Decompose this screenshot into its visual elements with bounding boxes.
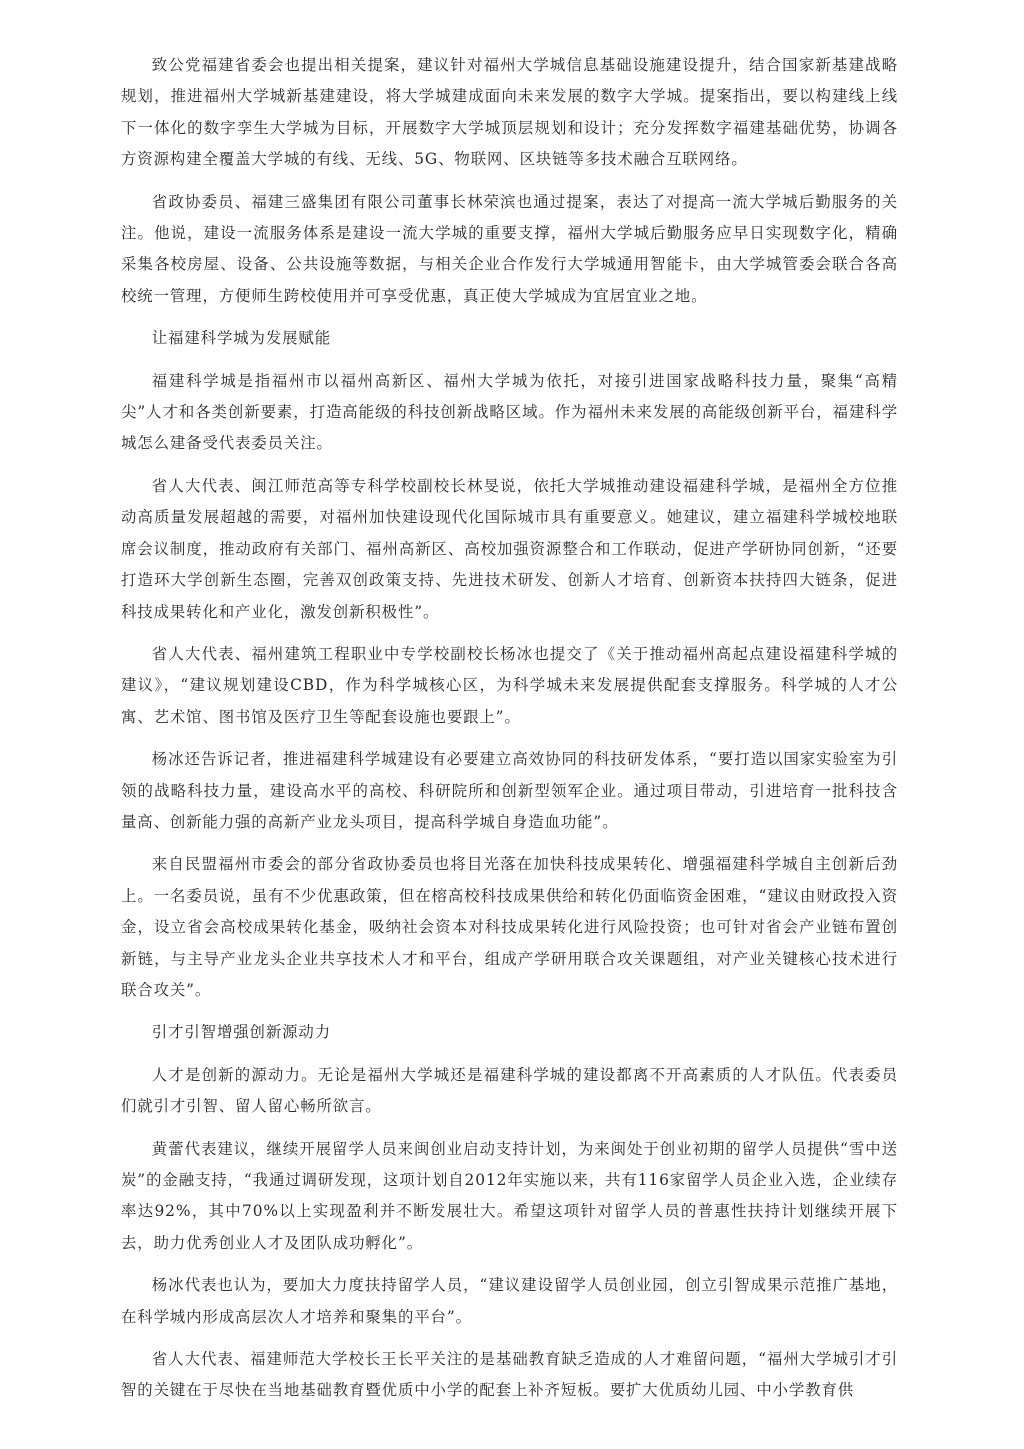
paragraph-yang-bing-rd-system: 杨冰还告诉记者，推进福建科学城建设有必要建立高效协同的科技研发体系，“要打造以国家实验室为引领的战略科技力量，建设高水平的高校、科研院所和创新型领军企业。通过项目带动，引进培育一批科技含量高、创新能力强的高新产业龙头项目，提高科学城自身造血功能”。: [121, 750, 898, 831]
paragraph-talent-intro: 人才是创新的源动力。无论是福州大学城还是福建科学城的建设都离不开高素质的人才队伍。代表委员们就引才引智、留人留心畅所欲言。: [121, 1065, 898, 1116]
paragraph-science-city-intro: 福建科学城是指福州市以福州高新区、福州大学城为依托，对接引进国家战略科技力量，聚集“高精尖”人才和各类创新要素，打造高能级的科技创新战略区域。作为福州未来发展的高能级创新平台，福建科学城怎么建备受代表委员关注。: [121, 371, 898, 453]
paragraph-yang-bing-talent: 杨冰代表也认为，要加大力度扶持留学人员，“建议建设留学人员创业园，创立引智成果示范推广基地，在科学城内形成高层次人才培养和聚集的平台”。: [121, 1276, 898, 1326]
paragraph-zhigongdang-proposal: 致公党福建省委会也提出相关提案，建议针对福州大学城信息基础设施建设提升，结合国家新基建战略规划，推进福州大学城新基建建设，将大学城建成面向未来发展的数字大学城。提案指出，要以构建线上线下一体化的数字孪生大学城为目标，开展数字大学城顶层规划和设计；充分发挥数字福建基础优势，协调各方资源构建全覆盖大学城的有线、无线、5G、物联网、区块链等多技术融合互联网络。: [121, 56, 898, 169]
section-heading-science-city: 让福建科学城为发展赋能: [151, 329, 331, 348]
article-body: [121, 50, 898, 1418]
paragraph-yang-bing-proposal: 省人大代表、福州建筑工程职业中专学校副校长杨冰也提交了《关于推动福州高起点建设福建科学城的建议》，“建议规划建设CBD，作为科学城核心区，为科学城未来发展提供配套支撑服务。科学城的人才公寓、艺术馆、图书馆及医疗卫生等配套设施也要跟上”。: [121, 644, 898, 726]
paragraph-lin-min-suggestion: 省人大代表、闽江师范高等专科学校副校长林旻说，依托大学城推动建设福建科学城，是福州全方位推动高质量发展超越的需要，对福州加快建设现代化国际城市具有重要意义。她建议，建立福建科学城校地联席会议制度，推动政府有关部门、福州高新区、高校加强资源整合和工作联动，促进产学研协同创新，“还要打造环大学创新生态圈，完善双创政策支持、先进技术研发、创新人才培育、创新资本扶持四大链条，促进科技成果转化和产业化，激发创新积极性”。: [121, 476, 898, 621]
paragraph-huang-lei-suggestion: 黄蕾代表建议，继续开展留学人员来闽创业启动支持计划，为来闽处于创业初期的留学人员提供“雪中送炭”的金融支持，“我通过调研发现，这项计划自2012年实施以来，共有116家留学人员企业入选，企业续存率达92%，其中70%以上实现盈利并不断发展壮大。希望这项针对留学人员的普惠性扶持计划继续开展下去，助力优秀创业人才及团队成功孵化”。: [121, 1139, 898, 1252]
section-heading-talent: 引才引智增强创新源动力: [151, 1023, 331, 1042]
paragraph-minmeng-members: 来自民盟福州市委会的部分省政协委员也将目光落在加快科技成果转化、增强福建科学城自主创新后劲上。一名委员说，虽有不少优惠政策，但在榕高校科技成果供给和转化仍面临资金困难，“建议由财政投入资金，设立省会高校成果转化基金，吸纳社会资本对科技成果转化进行风险投资；也可针对省会产业链布置创新链，与主导产业龙头企业共享技术人才和平台，组成产学研用联合攻关课题组，对产业关键核心技术进行联合攻关”。: [121, 855, 898, 999]
paragraph-wang-changping-education: 省人大代表、福建师范大学校长王长平关注的是基础教育缺乏造成的人才难留问题，“福州大学城引才引智的关键在于尽快在当地基础教育暨优质中小学的配套上补齐短板。要扩大优质幼儿园、中小学教育供: [121, 1350, 898, 1400]
paragraph-lin-rongbin-proposal: 省政协委员、福建三盛集团有限公司董事长林荣滨也通过提案，表达了对提高一流大学城后勤服务的关注。他说，建设一流服务体系是建设一流大学城的重要支撑，福州大学城后勤服务应早日实现数字化，精确采集各校房屋、设备、公共设施等数据，与相关企业合作发行大学城通用智能卡，由大学城管委会联合各高校统一管理，方便师生跨校使用并可享受优惠，真正使大学城成为宜居宜业之地。: [121, 192, 898, 305]
